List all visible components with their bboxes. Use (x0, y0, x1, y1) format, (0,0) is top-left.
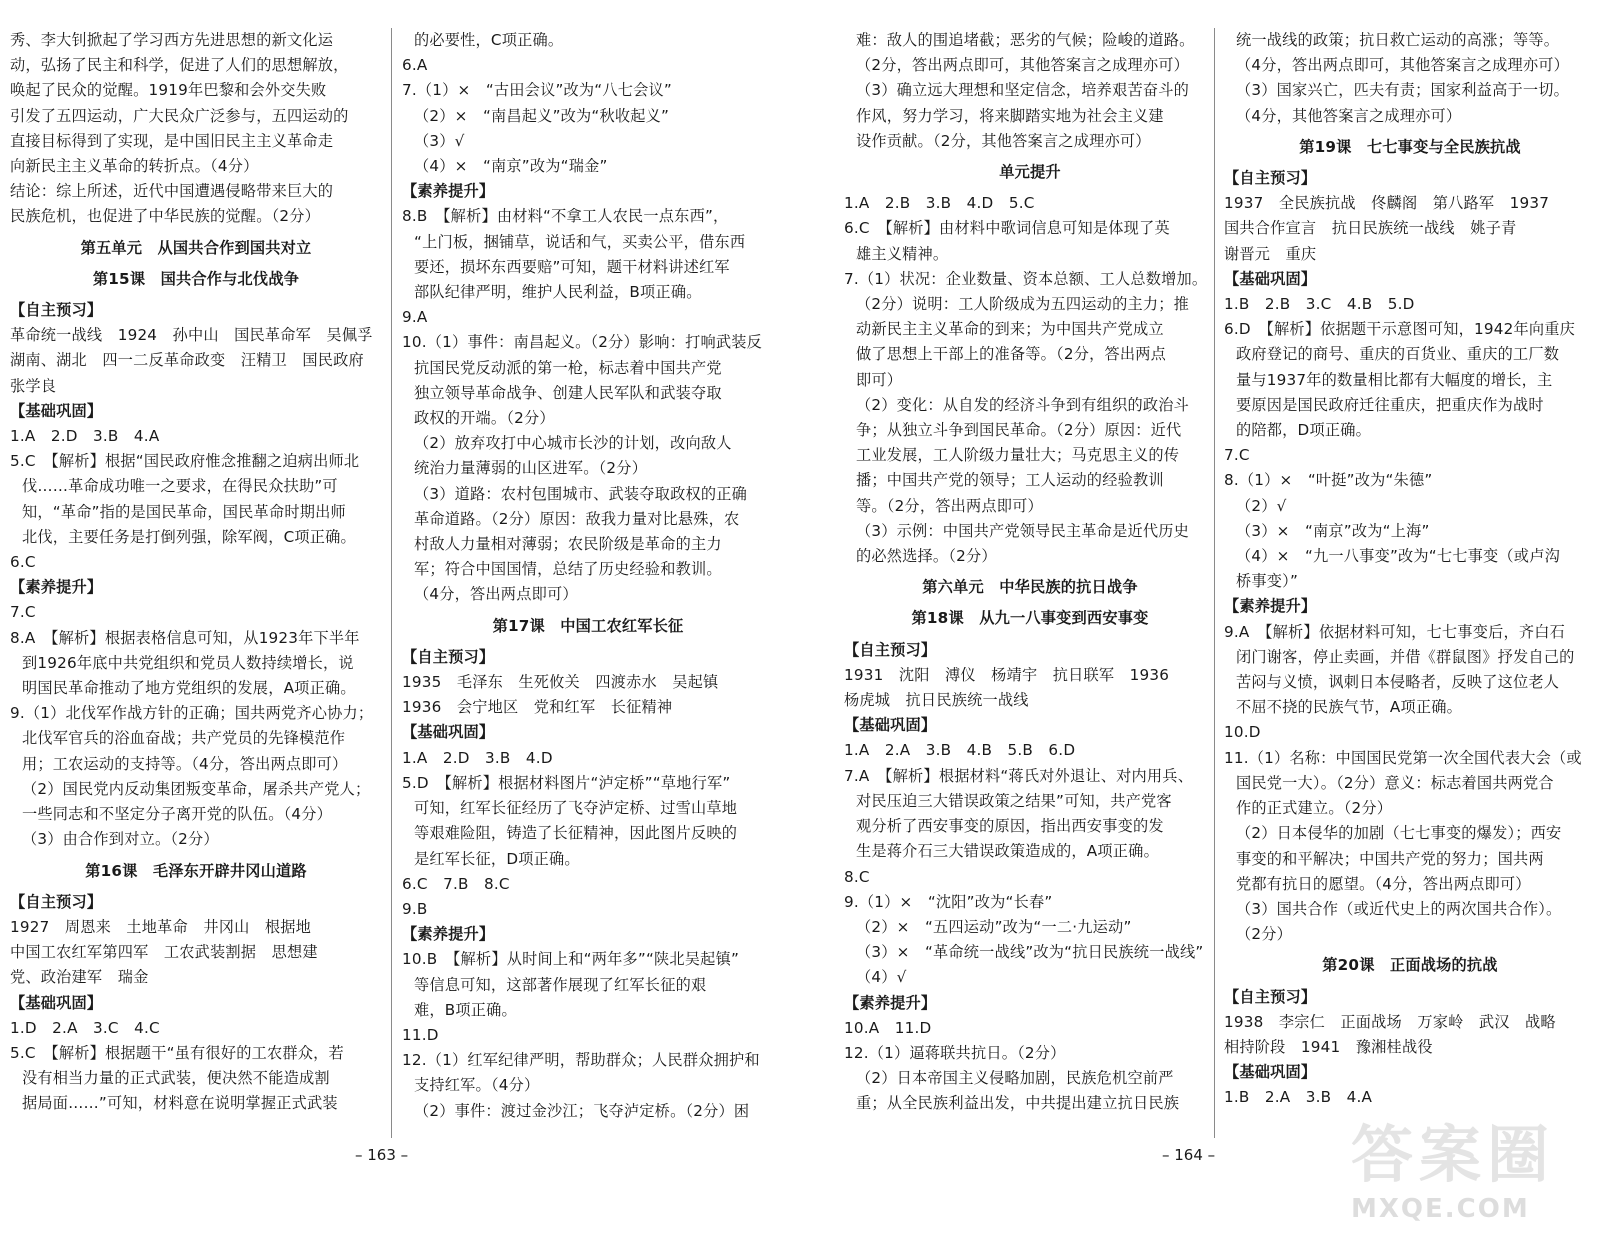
text-line: 9.A 【解析】依据材料可知，七七事变后，齐白石 (1224, 622, 1566, 641)
text-line: （2分） (1236, 925, 1293, 944)
heading: 第15课 国共合作与北伐战争 (92, 269, 300, 288)
text-line: 10.A 11.D (844, 1018, 932, 1037)
text-line: 党都有抗日的愿望。（4分，答出两点即可） (1236, 874, 1531, 893)
text-line: （3）国共合作（或近代史上的两次国共合作）。 (1236, 899, 1562, 918)
section-label: 【基础巩固】 (402, 723, 495, 742)
text-line: 据局面……”可知，材料意在说明掌握正式武装 (22, 1094, 338, 1113)
text-line: 6.A (402, 56, 428, 75)
section-label: 【自主预习】 (1224, 169, 1317, 188)
section-label: 【自主预习】 (1224, 987, 1317, 1006)
text-line: 8.A 【解析】根据表格信息可知，从1923年下半年 (10, 628, 360, 647)
text-line: 1937 全民族抗战 佟麟阁 第八路军 1937 (1224, 194, 1550, 213)
watermark-logo (1351, 1115, 1576, 1233)
text-line: 雄主义精神。 (856, 244, 949, 263)
text-line: 向新民主主义革命的转折点。（4分） (10, 157, 259, 176)
text-line: 张学良 (10, 376, 57, 395)
text-line: 动新民主主义革命的到来；为中国共产党成立 (856, 320, 1164, 339)
text-line: 7.A 【解析】根据材料“蒋氏对外退让、对内用兵、 (844, 766, 1194, 785)
text-line: （2分，答出两点即可，其他答案言之成理亦可） (856, 56, 1190, 75)
section-label: 【素养提升】 (10, 578, 103, 597)
heading: 第六单元 中华民族的抗日战争 (922, 578, 1138, 597)
text-line: （2）日本侵华的加剧（七七事变的爆发）；西安 (1236, 824, 1562, 843)
section-label: 【素养提升】 (1224, 597, 1317, 616)
text-line: （2）放弃攻打中心城市长沙的计划，改向敌人 (414, 434, 732, 453)
heading: 单元提升 (999, 163, 1061, 182)
text-line: 即可） (856, 370, 903, 389)
text-line: 争；从独立斗争到国民革命。（2分）原因：近代 (856, 421, 1182, 440)
text-line: 11.（1）名称：中国国民党第一次全国代表大会（或 (1224, 748, 1582, 767)
text-line: 难：敌人的围追堵截；恶劣的气候；险峻的道路。 (856, 31, 1195, 49)
text-line: 统一战线的政策；抗日救亡运动的高涨；等等。 (1236, 31, 1560, 49)
text-line: 1927 周恩来 土地革命 井冈山 根据地 (10, 917, 312, 936)
text-line: 苦闷与义愤，讽刺日本侵略者，反映了这位老人 (1236, 673, 1560, 692)
text-line: （3）× “革命统一战线”改为“抗日民族统一战线” (856, 943, 1204, 962)
section-label: 【素养提升】 (402, 182, 495, 201)
text-line: （4）× “南京”改为“瑞金” (414, 157, 608, 176)
text-line: 对民压迫三大错误政策之结果”可知，共产党客 (856, 791, 1172, 810)
text-line: 9.（1）× “沈阳”改为“长春” (844, 892, 1053, 911)
text-line: 1.B 2.B 3.C 4.B 5.D (1224, 295, 1415, 314)
text-line: “上门板，捆铺草，说话和气，买卖公平，借东西 (414, 232, 746, 251)
text-line: 军；符合中国国情，总结了历史经验和教训。 (414, 560, 722, 579)
text-line: 用；工农运动的支持等。（4分，答出两点即可） (22, 754, 348, 773)
text-line: 9.（1）北伐军作战方针的正确；国共两党齐心协力； (10, 704, 374, 723)
column-divider (1214, 28, 1215, 1138)
text-line: 的陪都，D项正确。 (1236, 421, 1371, 440)
text-line: 重；从全民族利益出发，中共提出建立抗日民族 (856, 1094, 1180, 1113)
watermark-url: MXQE.COM (1351, 1194, 1530, 1224)
text-line: 6.D 【解析】依据题干示意图可知，1942年向重庆 (1224, 320, 1575, 339)
text-line: 作的正式建立。（2分） (1236, 799, 1393, 818)
section-label: 【素养提升】 (402, 925, 495, 944)
text-line: 设作贡献。（2分，其他答案言之成理亦可） (856, 131, 1151, 150)
heading: 第18课 从九一八事变到西安事变 (911, 609, 1149, 628)
text-line: （2）事件：渡过金沙江；飞夺泸定桥。（2分）困 (414, 1101, 750, 1120)
text-line: 独立领导革命战争、创建人民军队和武装夺取 (414, 383, 722, 402)
column-left (10, 28, 382, 1117)
text-line: 8.（1）× “叶挺”改为“朱德” (1224, 471, 1433, 490)
text-line: 1936 会宁地区 党和红军 长征精神 (402, 698, 673, 717)
text-line: 1.B 2.A 3.B 4.A (1224, 1088, 1373, 1107)
text-line: 等信息可知，这部著作展现了红军长征的艰 (414, 975, 707, 994)
text-line: 9.A (402, 308, 428, 327)
text-line: 统治力量薄弱的山区进军。（2分） (414, 459, 648, 478)
heading: 第17课 中国工农红军长征 (492, 616, 684, 635)
text-line: 1931 沈阳 溥仪 杨靖宇 抗日联军 1936 (844, 665, 1170, 684)
text-line: 支持红军。（4分） (414, 1076, 540, 1095)
text-line: 秀、李大钊掀起了学习西方先进思想的新文化运 (10, 31, 334, 49)
text-line: （2）× “南昌起义”改为“秋收起义” (414, 106, 670, 125)
text-line: 1935 毛泽东 生死攸关 四渡赤水 吴起镇 (402, 673, 719, 692)
text-line: 播；中国共产党的领导；工人运动的经验教训 (856, 471, 1164, 490)
text-line: 观分析了西安事变的原因，指出西安事变的发 (856, 817, 1164, 836)
text-line: （3）国家兴亡，匹夫有责；国家利益高于一切。 (1236, 81, 1570, 100)
text-line: 5.C 【解析】根据“国民政府惟念推翻之迫病出师北 (10, 452, 360, 471)
text-line: 8.C (844, 867, 870, 886)
text-line: （3）道路：农村包围城市、武装夺取政权的正确 (414, 484, 748, 503)
text-line: 做了思想上干部上的准备等。（2分，答出两点 (856, 345, 1167, 364)
text-line: 7.C (10, 603, 36, 622)
text-line: 杨虎城 抗日民族统一战线 (844, 691, 1029, 710)
section-label: 【自主预习】 (844, 640, 937, 659)
text-line: 动，弘扬了民主和科学，促进了人们的思想解放， (10, 56, 349, 75)
text-line: 可知，红军长征经历了飞夺泸定桥、过雪山草地 (414, 799, 738, 818)
text-line: 北伐，主要任务是打倒列强，除军阀，C项正确。 (22, 527, 356, 546)
text-line: 引发了五四运动，广大民众广泛参与，五四运动的 (10, 106, 349, 125)
section-label: 【自主预习】 (402, 647, 495, 666)
watermark-mark: 答案圈 (1351, 1118, 1556, 1191)
heading: 第20课 正面战场的抗战 (1322, 956, 1498, 975)
text-line: 要原因是国民政府迁往重庆，把重庆作为战时 (1236, 395, 1544, 414)
text-line: 10.D (1224, 723, 1261, 742)
text-line: 事变的和平解决；中国共产党的努力；国共两 (1236, 849, 1544, 868)
text-line: 等。（2分，答出两点即可） (856, 496, 1043, 515)
text-line: 桥事变）” (1236, 572, 1299, 591)
text-line: 7.（1）状况：企业数量、资本总额、工人总数增加。 (844, 269, 1208, 288)
text-line: 5.D 【解析】根据材料图片“泸定桥”“草地行军” (402, 773, 731, 792)
page-164 (800, 0, 1600, 1241)
text-line: 部队纪律严明，维护人民利益，B项正确。 (414, 283, 702, 302)
text-line: 国民党一大）。（2分）意义：标志着国共两党合 (1236, 773, 1554, 792)
text-line: 直接目标得到了实现，是中国旧民主主义革命走 (10, 131, 334, 150)
heading: 第五单元 从国共合作到国共对立 (80, 238, 312, 257)
text-line: 生是蒋介石三大错误政策造成的，A项正确。 (856, 842, 1159, 861)
text-line: 7.（1）× “古田会议”改为“八七会议” (402, 81, 672, 100)
text-line: 作风，努力学习，将来脚踏实地为社会主义建 (856, 106, 1164, 125)
text-line: （4）√ (856, 968, 907, 987)
text-line: 闭门谢客，停止卖画，并借《群鼠图》抒发自己的 (1236, 647, 1575, 666)
section-label: 【基础巩固】 (1224, 1063, 1317, 1082)
text-line: 党、政治建军 瑞金 (10, 968, 149, 987)
text-line: （3）× “南京”改为“上海” (1236, 521, 1430, 540)
text-line: 不屈不挠的民族气节，A项正确。 (1236, 698, 1463, 717)
text-line: 量与1937年的数量相比都有大幅度的增长，主 (1236, 370, 1553, 389)
text-line: （2）× “五四运动”改为“一二·九运动” (856, 917, 1132, 936)
text-line: 1.A 2.D 3.B 4.D (402, 748, 553, 767)
text-line: 12.（1）红军纪律严明，帮助群众；人民群众拥护和 (402, 1051, 760, 1070)
text-line: 谢晋元 重庆 (1224, 244, 1317, 263)
text-line: 12.（1）逼蒋联共抗日。（2分） (844, 1043, 1066, 1062)
column-right (1224, 28, 1596, 1111)
text-line: 伐……革命成功唯一之要求，在得民众扶助”可 (22, 477, 338, 496)
text-line: （2分）说明：工人阶级成为五四运动的主力；推 (856, 295, 1190, 314)
text-line: 中国工农红军第四军 工农武装割据 思想建 (10, 943, 318, 962)
text-line: 政府登记的商号、重庆的百货业、重庆的工厂数 (1236, 345, 1560, 364)
section-label: 【自主预习】 (10, 892, 103, 911)
text-line: 10.（1）事件：南昌起义。（2分）影响：打响武装反 (402, 333, 763, 352)
text-line: （3）由合作到对立。（2分） (22, 830, 219, 849)
text-line: 相持阶段 1941 豫湘桂战役 (1224, 1037, 1433, 1056)
text-line: 1.A 2.A 3.B 4.B 5.B 6.D (844, 741, 1076, 760)
text-line: 唤起了民众的觉醒。1919年巴黎和会外交失败 (10, 81, 327, 100)
text-line: （2）变化：从自发的经济斗争到有组织的政治斗 (856, 395, 1190, 414)
text-line: （4分，其他答案言之成理亦可） (1236, 106, 1462, 125)
text-line: 革命道路。（2分）原因：敌我力量对比悬殊，农 (414, 509, 740, 528)
text-line: （3）示例：中国共产党领导民主革命是近代历史 (856, 521, 1190, 540)
text-line: 等艰难险阻，铸造了长征精神，因此图片反映的 (414, 824, 738, 843)
text-line: 民族危机，也促进了中华民族的觉醒。（2分） (10, 207, 321, 226)
heading: 第16课 毛泽东开辟井冈山道路 (85, 861, 307, 880)
text-line: 国共合作宣言 抗日民族统一战线 姚子青 (1224, 219, 1517, 238)
text-line: （2）国民党内反动集团叛变革命，屠杀共产党人； (22, 779, 371, 798)
column-divider (391, 28, 392, 1138)
section-label: 【基础巩固】 (844, 716, 937, 735)
text-line: 结论：综上所述，近代中国遭遇侵略带来巨大的 (10, 182, 334, 201)
text-line: 革命统一战线 1924 孙中山 国民革命军 吴佩孚 (10, 326, 373, 345)
text-line: 抗国民党反动派的第一枪，标志着中国共产党 (414, 358, 722, 377)
text-line: 6.C (10, 553, 36, 572)
section-label: 【基础巩固】 (10, 401, 103, 420)
text-line: 11.D (402, 1025, 439, 1044)
text-line: 1938 李宗仁 正面战场 万家岭 武汉 战略 (1224, 1012, 1556, 1031)
section-label: 【基础巩固】 (1224, 269, 1317, 288)
text-line: 明国民革命推动了地方党组织的发展，A项正确。 (22, 679, 356, 698)
text-line: 北伐军官兵的浴血奋战；共产党员的先锋模范作 (22, 729, 346, 748)
text-line: （4分，答出两点即可） (414, 585, 578, 604)
text-line: （4）× “九一八事变”改为“七七事变（或卢沟 (1236, 547, 1560, 566)
text-line: 8.B 【解析】由材料“不拿工人农民一点东西”， (402, 207, 729, 226)
text-line: （3）确立远大理想和坚定信念，培养艰苦奋斗的 (856, 81, 1190, 100)
text-line: 9.B (402, 899, 428, 918)
text-line: 的必要性，C项正确。 (414, 31, 564, 49)
text-line: 是红军长征，D项正确。 (414, 849, 580, 868)
text-line: 1.A 2.B 3.B 4.D 5.C (844, 194, 1035, 213)
text-line: 6.C 【解析】由材料中歌词信息可知是体现了英 (844, 219, 1170, 238)
heading: 第19课 七七事变与全民族抗战 (1299, 137, 1521, 156)
text-line: 1.D 2.A 3.C 4.C (10, 1018, 160, 1037)
section-label: 【素养提升】 (844, 993, 937, 1012)
text-line: 10.B 【解析】从时间上和“两年多”“陕北吴起镇” (402, 950, 740, 969)
text-line: 湖南、湖北 四一二反革命政变 汪精卫 国民政府 (10, 351, 364, 370)
section-label: 【自主预习】 (10, 301, 103, 320)
text-line: 工业发展，工人阶级力量壮大；马克思主义的传 (856, 446, 1180, 465)
text-line: 7.C (1224, 446, 1250, 465)
page-number: – 164 – (1162, 1146, 1216, 1164)
section-label: 【基础巩固】 (10, 993, 103, 1012)
text-line: 没有相当力量的正式武装，便决然不能造成割 (22, 1069, 330, 1088)
text-line: 政权的开端。（2分） (414, 409, 555, 428)
text-line: 1.A 2.D 3.B 4.A (10, 427, 160, 446)
text-line: （4分，答出两点即可，其他答案言之成理亦可） (1236, 56, 1570, 75)
text-line: 到1926年底中共党组织和党员人数持续增长，说 (22, 653, 354, 672)
text-line: 的必然选择。（2分） (856, 547, 997, 566)
text-line: 要还，损坏东西要赔”可知，题干材料讲述红军 (414, 257, 730, 276)
text-line: （3）√ (414, 131, 465, 150)
text-line: 村敌人力量相对薄弱；农民阶级是革命的主力 (414, 535, 722, 554)
text-line: 一些同志和不坚定分子离开党的队伍。（4分） (22, 805, 333, 824)
text-line: 5.C 【解析】根据题干“虽有很好的工农群众，若 (10, 1043, 344, 1062)
text-line: 知，“革命”指的是国民革命，国民革命时期出师 (22, 502, 346, 521)
page-number: – 163 – (355, 1146, 409, 1164)
text-line: 6.C 7.B 8.C (402, 874, 510, 893)
text-line: 难，B项正确。 (414, 1000, 517, 1019)
text-line: （2）√ (1236, 496, 1287, 515)
column-left (844, 28, 1216, 1117)
text-line: （2）日本帝国主义侵略加剧，民族危机空前严 (856, 1069, 1174, 1088)
column-right (402, 28, 774, 1124)
